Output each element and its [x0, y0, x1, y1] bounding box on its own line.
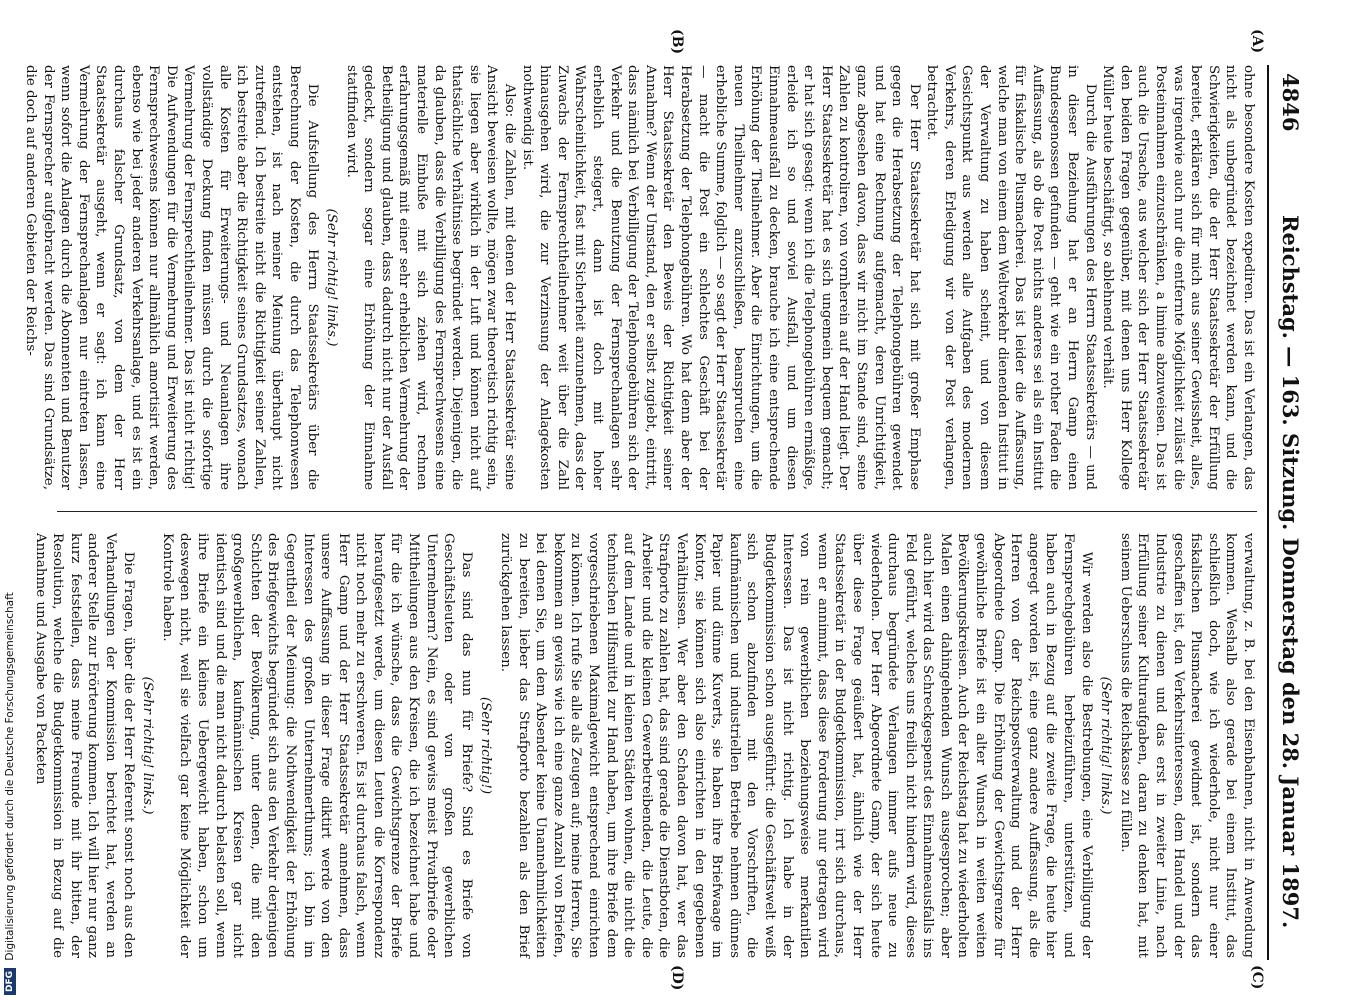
credit-text: Digitalisierung gefördert durch die Deutsche Forschungsgemeinschaft	[4, 592, 16, 961]
newspaper-page	[23, 29, 1305, 991]
right-text-column	[32, 533, 1257, 958]
margin-mark-b: (B)	[669, 29, 685, 55]
interjection: (Sehr richtig!)	[478, 696, 494, 795]
paragraph: ohne besondere Kosten expediren. Das ist ein Verlangen, das nicht als unbegründet bezeichnet werden kann, und die Schwierigkeiten, die der Herr Staatssekretär der Erfüllung bereitet, erklären sich für mich aus seiner Gewissheit, alles, was irgendwie auch nur die entfernte Möglichkeit zulässt die Posteinnahmen einzuschränken, a limine abzuweisen. Das ist auch die Ursache, aus welcher sich der Herr Staatssekretär den beiden Fragen gegenüber, mit denen uns Herr Kollege Müller heute beschäftigt, so ablehnend verhält.	[1100, 65, 1256, 490]
interjection: (Sehr richtig! links.)	[1098, 676, 1114, 815]
paragraph: verwaltung, z. B. bei den Eisenbahnen, nicht in Anwendung kommen. Weshalb also gerade bei einem Institut, das schließlich doch, wie ich wiederhole, nicht nur einer fiskalischen Plusmacherei gewidmet ist, sondern das geschaffen ist, den Verkehrsinteressen, dem Handel und der Industrie zu dienen und das erst in zweiter Linie, nach Erfüllung seiner Kulturaufgaben, daran zu denken hat, mit seinem Ueberschuss die Reichskasse zu füllen.	[1117, 533, 1256, 958]
column-divider	[57, 511, 1257, 512]
dfg-logo: DFG	[4, 968, 16, 995]
paragraph: Die Fragen, über die der Herr Referent sonst noch aus den Verhandlungen der Kommission berichtet hat, werden an anderer Stelle zur Erörterung kommen. Ich will hier nur ganz kurz feststellen, dass meine Freunde mit ihr bitten, der Resolution, welche die Budgetkommission in Bezug auf die Annahme und Ausgabe von Packeten	[32, 533, 136, 958]
margin-mark-d: (D)	[669, 965, 685, 991]
page-header	[1275, 65, 1305, 960]
interjection: (Sehr richtig! links.)	[140, 676, 156, 815]
paragraph: Wir werden also die Bestrebungen, eine Verbilligung der Fernsprechgebühren herbeizuführen, unterstützen, und haben auch in Bezug auf die zweite Frage, die heute hier angeregt worden ist, eine ganz andere Auffassung, als die Herren von der Reichspostverwaltung und der Herr Abgeordnete Gamp. Die Erhöhung der Gewichtsgrenze für gewöhnliche Briefe ist ein alter Wunsch in weiten weiten Bevölkerungskreisen. Auch der Reichstag hat zu wiederholten Malen einen dahingehenden Wunsch ausgesprochen; aber auch hier wird das Schreckgespenst des Einnahmeausfalls ins Feld geführt, welches uns freilich nicht hindern wird, dieses durchaus begründete Verlangen immer aufs neue zu wiederholen. Der Herr Abgeordnete Gamp, der sich heute über diese Frage geäußert hat, ähnlich wie der Herr Staatssekretär in der Budgetkommission, irrt sich durchaus, wenn er annimmt, dass diese Forderung nur getragen wird von rein gewerblichen beziehungsweise merkantilen Interessen. Das ist nicht richtig. Ich habe in der Budgetkommission schon ausgeführt: die Geschäftswelt weiß sich schon abzufinden mit den Vorschriften, die kaufmännischen und industriellen Betriebe nehmen dünnes Papier und dünne Kuverts, sie haben ihre Briefwaage im Kontor, sie können sich also einrichten in den gegebenen Verhältnissen. Wer aber den Schaden davon hat, wer das Strafporto zu zahlen hat, das sind gerade die Dienstboten, die Arbeiter und die kleinen Gewerbetreibenden, die Leute, die auf dem Lande und in kleinen Städten wohnen, die nicht die technischen Hilfsmittel zur Hand haben, um ihre Briefe dem vorgeschriebenen Maximalgewicht entsprechend einrichten zu können. Ich rufe Sie alle als Zeugen auf; meine Herren, Sie bekommen an gewiss wie ich eine ganze Anzahl von Briefen, bei denen Sie, um dem Absender keine Unannehmlichkeiten zu bereiten, lieber das Strafporto bezahlen als den Brief zurückgehen lassen.	[498, 533, 1094, 958]
margin-mark-a: (A)	[1249, 29, 1265, 54]
page-number: 4846	[1278, 73, 1303, 132]
paragraph: Also: die Zahlen, mit denen der Herr Staatssekretär seine Ansicht beweisen wollte, mögen zwar theoretisch richtig sein, sie liegen aber wirklich in der Luft und können nicht auf thatsächliche Verhältnisse begründet werden. Diejenigen, die da glauben, dass die Verbilligung des Fernsprechwesens eine materielle Einbuße mit sich ziehen wird, rechnen erfahrungsgemäß mit einer sehr erheblichen Vermehrung der Betheiligung und glauben, dass dadurch nicht nur der Ausfall gedeckt, sondern sogar eine Erhöhung der Einnahme stattfinden wird.	[343, 65, 518, 490]
paragraph: Der Herr Staatssekretär hat sich mit großer Emphase gegen die Herabsetzung der Telephongebühren gewendet und hat eine Rechnung aufgemacht, deren Unrichtigkeit, ganz abgesehen davon, dass wir nicht im Stande sind, seine Zahlen zu kontroliren, von vornherein auf der Hand liegt. Der Herr Staatssekretär hat es sich ungemein bequem gemacht; er hat sich gesagt: wenn ich die Telephongebühren ermäßige, erleide ich so und soviel Ausfall, und um diesen Einnahmeausfall zu decken, brauche ich eine entsprechende Erhöhung der Theilnehmer. Aber die Einrichtungen, um die neuen Theilnehmer anzuschließen, beanspruchen eine erhebliche Summe, folglich — so sagt der Herr Staatssekretär — macht die Post ein schlechtes Geschäft bei der Herabsetzung der Telephongebühren. Wo hat denn aber der Herr Staatssekretär den Beweis der Richtigkeit seiner Annahme? Wenn der Umstand, den er selbst zugiebt, eintritt, dass nämlich bei Verbilligung der Telephongebühren sich der Verkehr und die Benutzung der Fernsprechanlagen sehr erheblich steigert, dann ist doch mit hoher Wahrscheinlichkeit, fast mit Sicherheit anzunehmen, dass der Zuwachs der Fernsprechtheilnehmer weit über die Zahl hinausgehen wird, die zur Verzinsung der Anlagekosten nothwendig ist.	[519, 65, 922, 490]
paragraph: Das sind das nun für Briefe? Sind es Briefe von Geschäftsleuten oder von großen gewerblichen Unternehmern? Nein, es sind gewiss meist Privatbriefe oder Mittheilungen aus den Kreisen, die ich bezeichnet habe und für die ich wünsche, dass die Gewichtsgrenze der Briefe heraufgesetzt werde, um diesen Leuten die Korrespondenz nicht noch mehr zu erschweren. Es ist durchaus falsch, wenn Herr Gamp und der Herr Staatssekretär annehmen, dass unsere Auffassung in dieser Frage diktirt werde von den Interessen des großen Unternehmerthums; ich bin im Gegentheil der Meinung: die Nothwendigkeit der Erhöhung des Briefgewichts begründet sich aus den Verkehr derjenigen Schichten der Bevölkerung, unter denen, die mit den großgewerblichen, kaufmännischen Kreisen gar nicht identisch sind und die man nicht dadurch belasten soll, wenn ihre Briefe ein kleines Uebergewicht haben, schon um deswegen nicht, weil sie vielfach gar keine Möglichkeit der Kontrole haben.	[159, 533, 474, 958]
header-rule	[1267, 65, 1269, 960]
paragraph: Die Aufstellung des Herrn Staatssekretärs über die Berechnung der Kosten, die durch das Telephonwesen entstehen, ist nach meiner Meinung überhaupt nicht zutreffend. Ich bestreite nicht die Richtigkeit seiner Zahlen, ich bestreite aber die Richtigkeit seines Grundsatzes, wonach alle Kosten für Erweiterungs- und Neuanlagen ihre vollständige Deckung finden müssen durch die sofortige Vermehrung der Fernsprechtheilnehmer. Das ist nicht richtig! Die Aufwendungen für die Vermehrung und Erweiterung des Fernsprechwesens können nur allmählich amortisirt werden, ebenso wie bei jeder anderen Verkehrsanlage, und es ist ein durchaus falscher Grundsatz, von dem der Herr Staatssekretär ausgeht, wenn er sagt: ich kann eine Vermehrung der Fernsprechanlagen nur eintreten lassen, wenn sofort die Anlagen durch die Abonnenten und Benutzer der Fernsprecher aufgebracht werden. Das sind Grundsätze, die doch auf anderen Gebieten der Reichs-	[23, 65, 320, 490]
left-text-column	[23, 65, 1257, 490]
page-title: Reichstag. — 163. Sitzung. Donnerstag den 28. Januar 1897.	[1278, 215, 1303, 929]
interjection: (Sehr richtig! links.)	[324, 208, 340, 347]
margin-mark-c: (C)	[1249, 965, 1265, 990]
paragraph: Durch die Ausführungen des Herrn Staatssekretärs — und in dieser Beziehung hat er an Herrn Gamp einen Bundesgenossen gefunden — geht wie ein rother Faden die Auffassung, als ob die Post nichts anderes sei als ein Institut für fiskalische Plusmacherei. Das ist leider die Auffassung, welche man von einem dem Weltverkehr dienenden Institut in der Verwaltung zu haben scheint, und von diesem Gesichtspunkt aus werden alle Aufgaben des modernen Verkehrs, deren Erledigung wir von der Post verlangen, betrachtet.	[924, 65, 1098, 490]
digitization-credit	[4, 5, 18, 995]
